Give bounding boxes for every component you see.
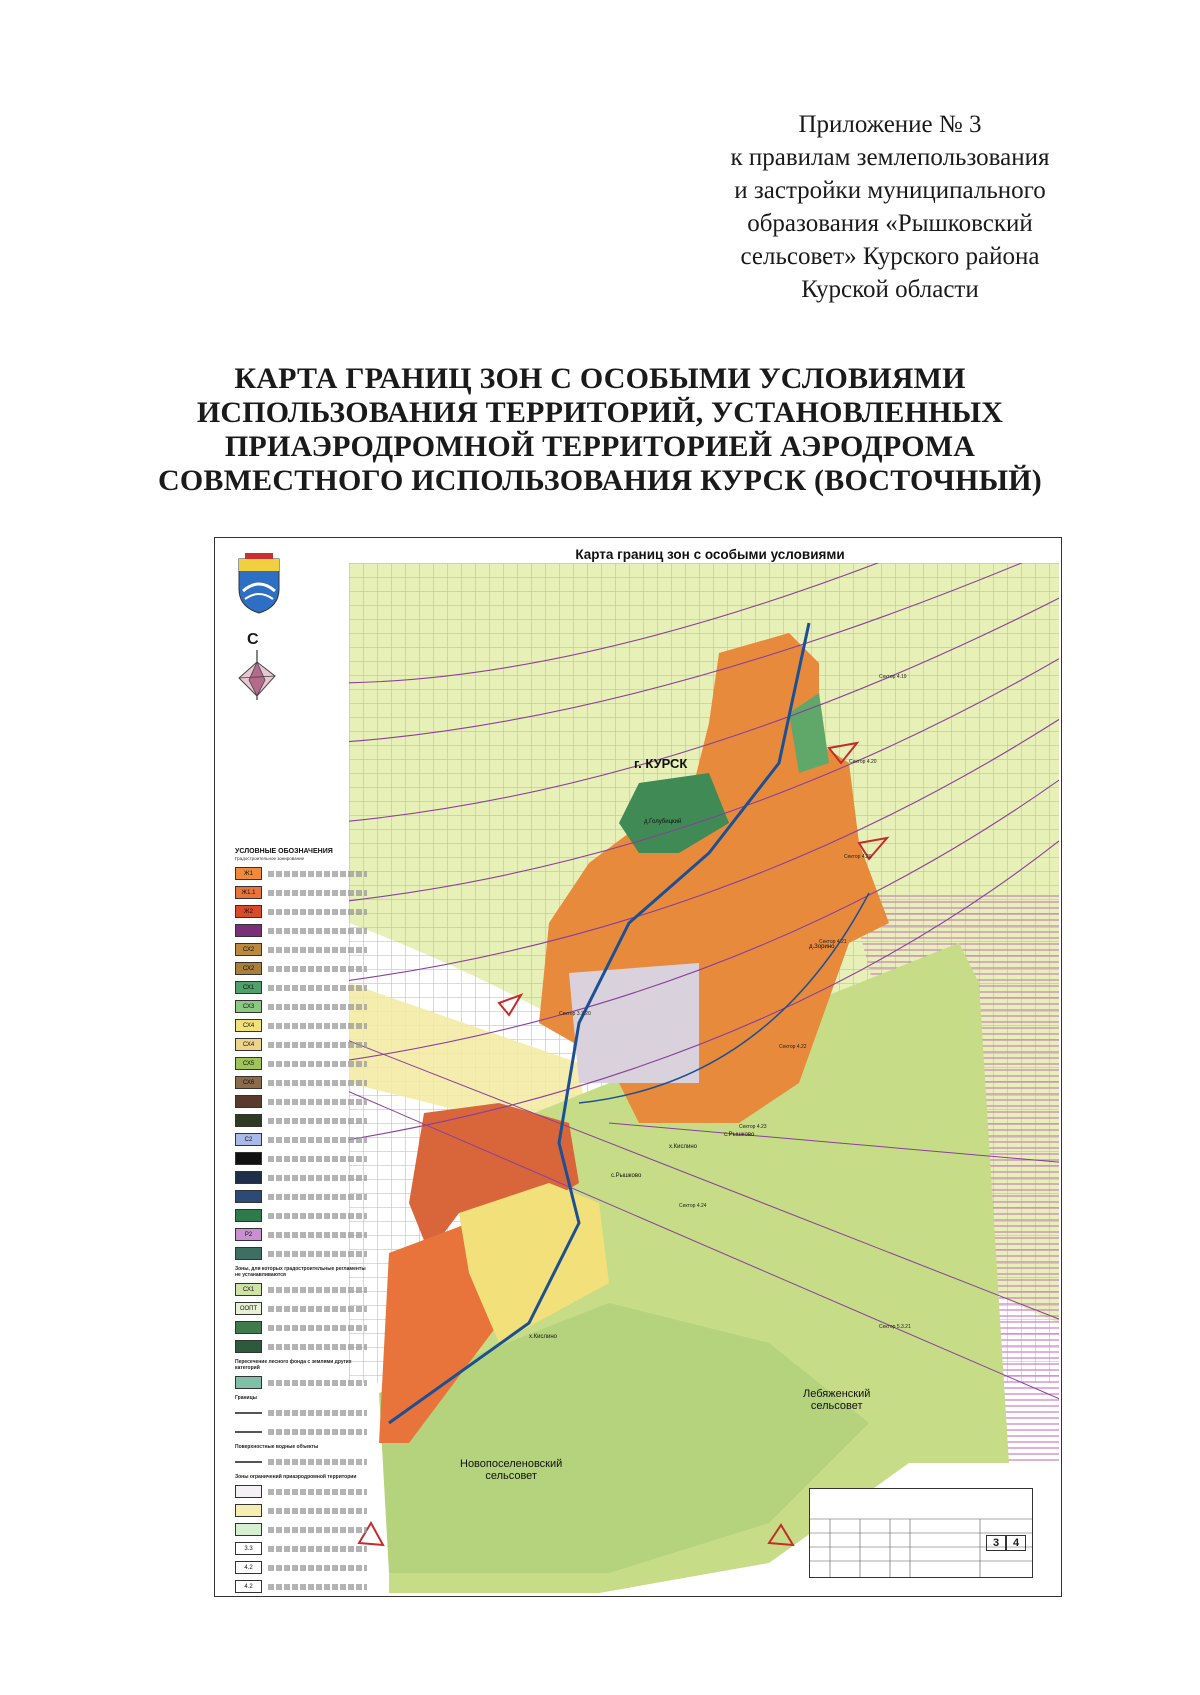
legend-swatch: СХ2 xyxy=(235,962,262,975)
appendix-block xyxy=(680,108,1100,306)
compass-rose-icon xyxy=(235,650,279,700)
legend-swatch: СХ4 xyxy=(235,1019,262,1032)
legend-swatch xyxy=(235,1485,262,1498)
legend-row xyxy=(235,1016,367,1035)
place-label-zorino: д.Зорино xyxy=(809,944,835,950)
legend-row xyxy=(235,940,367,959)
legend-row xyxy=(235,1149,367,1168)
legend-row xyxy=(235,1168,367,1187)
legend-swatch: Ж1.1 xyxy=(235,886,262,899)
legend-row xyxy=(235,1539,367,1558)
place-label-kislino-north: х.Кислино xyxy=(669,1144,698,1150)
legend-row xyxy=(235,1337,367,1356)
document-title-line: КАРТА ГРАНИЦ ЗОН С ОСОБЫМИ УСЛОВИЯМИ xyxy=(234,362,966,395)
sector-label: Сектор 4.20 xyxy=(849,759,877,765)
legend-swatch: СХ1 xyxy=(235,1283,262,1296)
legend-heading: УСЛОВНЫЕ ОБОЗНАЧЕНИЯ xyxy=(235,848,333,855)
boundary-line-icon xyxy=(235,1406,262,1419)
legend-row xyxy=(235,1577,367,1596)
legend-row xyxy=(235,1373,367,1392)
legend-row xyxy=(235,1206,367,1225)
coat-of-arms-icon xyxy=(235,551,283,615)
legend-swatch: Ж2 xyxy=(235,905,262,918)
legend-row xyxy=(235,921,367,940)
legend-row xyxy=(235,1054,367,1073)
legend-swatch xyxy=(235,1152,262,1165)
legend-row xyxy=(235,1482,367,1501)
legend-row xyxy=(235,1092,367,1111)
map-legend xyxy=(235,848,367,1596)
place-label-kislino-south: х.Кислино xyxy=(529,1334,558,1340)
legend-row xyxy=(235,959,367,978)
place-label-kursk: г. КУРСК xyxy=(634,756,688,771)
district-label-novoposelenovskiy: Новопоселеновский сельсовет xyxy=(460,1458,563,1482)
legend-swatch xyxy=(235,1321,262,1334)
legend-swatch: Ж1 xyxy=(235,867,262,880)
sector-label: Сектор 4.22 xyxy=(779,1044,807,1050)
legend-swatch xyxy=(235,1340,262,1353)
legend-group-label: Границы xyxy=(235,1395,257,1401)
appendix-line: сельсовет» Курского района xyxy=(740,243,1040,270)
appendix-line: к правилам землепользования xyxy=(730,144,1050,171)
legend-swatch: СХ3 xyxy=(235,1000,262,1013)
legend-row xyxy=(235,1244,367,1263)
legend-group-label: Поверхностные водные объекты xyxy=(235,1444,319,1450)
appendix-line: Курской области xyxy=(801,276,979,303)
legend-swatch xyxy=(235,1171,262,1184)
legend-row xyxy=(235,1318,367,1337)
legend-swatch: 4.2 xyxy=(235,1580,262,1593)
map-title-line: Карта границ зон с особыми условиями xyxy=(575,547,845,562)
sector-label: Сектор 4.23 xyxy=(739,1124,767,1130)
water-line-icon xyxy=(235,1455,262,1468)
legend-swatch: СХ1 xyxy=(235,981,262,994)
place-label-ryshkovo-south: с.Рышково xyxy=(611,1173,642,1179)
legend-row xyxy=(235,1280,367,1299)
sector-label: Сектор 3.3.20 xyxy=(559,1011,591,1017)
legend-swatch xyxy=(235,1523,262,1536)
legend-row xyxy=(235,1073,367,1092)
legend-row xyxy=(235,883,367,902)
appendix-line: Приложение № 3 xyxy=(798,111,982,138)
legend-row xyxy=(235,997,367,1016)
legend-swatch: ООПТ xyxy=(235,1302,262,1315)
legend-swatch: 4.2 xyxy=(235,1561,262,1574)
map-canvas xyxy=(349,563,1059,1593)
legend-row xyxy=(235,1452,367,1471)
appendix-line: и застройки муниципального xyxy=(734,177,1046,204)
legend-row xyxy=(235,1187,367,1206)
legend-swatch xyxy=(235,1209,262,1222)
place-label-golubitsky: д.Голубицкий xyxy=(644,819,682,825)
legend-swatch xyxy=(235,1504,262,1517)
legend-swatch xyxy=(235,1376,262,1389)
sheet-total: 4 xyxy=(1006,1535,1026,1551)
sector-label: Сектор 4.21 xyxy=(819,939,847,945)
legend-swatch xyxy=(235,1095,262,1108)
legend-swatch: С2 xyxy=(235,1133,262,1146)
legend-swatch xyxy=(235,1114,262,1127)
legend-group-label: Пересечение лесного фонда с землями других категорий xyxy=(235,1359,352,1371)
sector-label: Сектор 4.24 xyxy=(679,1203,707,1209)
legend-row xyxy=(235,1035,367,1054)
legend-swatch: СХ2 xyxy=(235,943,262,956)
legend-swatch: СХ5 xyxy=(235,1057,262,1070)
sector-label: Сектор 4.20 xyxy=(844,854,872,860)
title-block-stamp xyxy=(809,1488,1033,1578)
legend-row xyxy=(235,1403,367,1422)
map-frame xyxy=(214,537,1062,1597)
place-label-ryshkovo-north: с.Рышково xyxy=(724,1132,755,1138)
legend-row xyxy=(235,978,367,997)
legend-swatch xyxy=(235,924,262,937)
boundary-line-icon xyxy=(235,1425,262,1438)
legend-subheading: Градостроительное зонирование xyxy=(235,856,305,861)
legend-row xyxy=(235,1225,367,1244)
sector-label: Сектор 4.19 xyxy=(879,674,907,680)
legend-swatch: СХ4 xyxy=(235,1038,262,1051)
legend-row xyxy=(235,1111,367,1130)
document-title xyxy=(150,362,1050,498)
district-label-lebyazhenskiy: Лебяженский сельсовет xyxy=(803,1388,871,1412)
legend-row xyxy=(235,864,367,883)
sheet-number: 3 xyxy=(986,1535,1006,1551)
legend-row xyxy=(235,1422,367,1441)
document-title-line: ИСПОЛЬЗОВАНИЯ ТЕРРИТОРИЙ, УСТАНОВЛЕННЫХ xyxy=(196,396,1004,429)
legend-row xyxy=(235,902,367,921)
north-letter: С xyxy=(247,631,259,648)
appendix-line: образования «Рышковский xyxy=(747,210,1033,237)
legend-swatch xyxy=(235,1190,262,1203)
legend-group-label: Зоны, для которых градостроительные регламенты не устанавливаются xyxy=(235,1266,366,1278)
sector-label: Сектор 5.3.21 xyxy=(879,1324,911,1330)
document-title-line: СОВМЕСТНОГО ИСПОЛЬЗОВАНИЯ КУРСК (ВОСТОЧНЫЙ) xyxy=(158,464,1042,497)
zone-industrial-grey xyxy=(569,963,699,1083)
document-title-line: ПРИАЭРОДРОМНОЙ ТЕРРИТОРИЕЙ АЭРОДРОМА xyxy=(224,430,976,463)
legend-row xyxy=(235,1130,367,1149)
legend-group-label: Зоны ограничений приаэродромной территории xyxy=(235,1474,357,1480)
legend-row xyxy=(235,1520,367,1539)
legend-row xyxy=(235,1501,367,1520)
legend-swatch: Р2 xyxy=(235,1228,262,1241)
legend-row xyxy=(235,1558,367,1577)
legend-swatch: СХ6 xyxy=(235,1076,262,1089)
legend-swatch xyxy=(235,1247,262,1260)
legend-row xyxy=(235,1299,367,1318)
legend-swatch: 3.3 xyxy=(235,1542,262,1555)
